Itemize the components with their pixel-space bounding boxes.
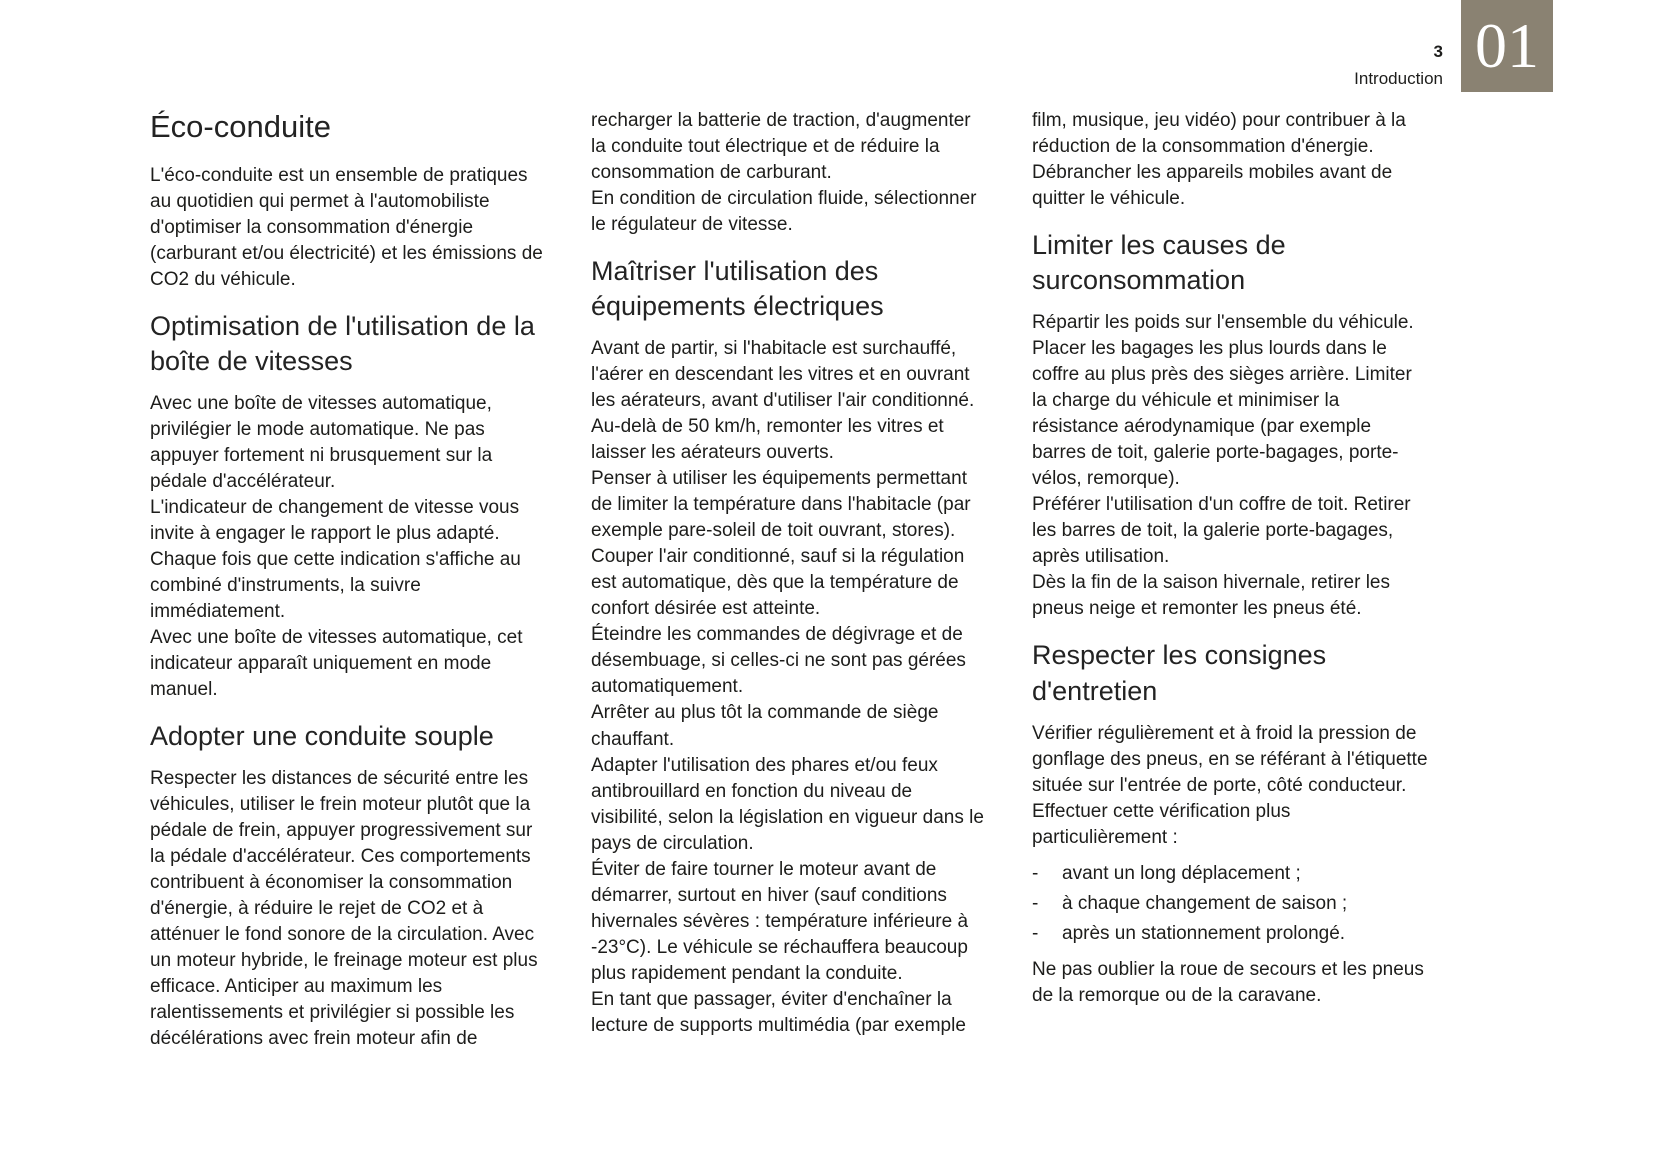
paragraph: L'indicateur de changement de vitesse vous invite à engager le rapport le plus adapté. Chaque fois que cette indication s'affiche au combiné d'instruments, la suivre immédiatement.: [150, 497, 521, 623]
paragraph: Vérifier régulièrement et à froid la pression de gonflage des pneus, en se référant à l'étiquette située sur l'entrée de porte, côté conducteur.: [1032, 722, 1428, 796]
text-column: [591, 108, 987, 1052]
paragraph: Avant de partir, si l'habitacle est surchauffé, l'aérer en descendant les vitres et en ouvrant les aérateurs, avant d'utiliser l'air conditionné. Au-delà de 50 km/h, remonter les vitres et laisser les aérateurs ouverts.: [591, 338, 975, 464]
section-heading: Maîtriser l'utilisation des équipements électriques: [591, 256, 884, 322]
section-heading: Respecter les consignes d'entretien: [1032, 640, 1327, 706]
list-item: [1032, 891, 1428, 917]
paragraph: En tant que passager, éviter d'enchaîner la lecture de supports multimédia (par exemple: [591, 988, 966, 1036]
list-item-text: à chaque changement de saison ;: [1062, 892, 1348, 914]
list-item-text: avant un long déplacement ;: [1062, 862, 1301, 884]
paragraph: Adapter l'utilisation des phares et/ou feux antibrouillard en fonction du niveau de visibilité, selon la législation en vigueur dans le pays de circulation.: [591, 754, 984, 854]
chapter-number: 01: [1475, 10, 1539, 81]
text-column: [150, 108, 546, 1052]
chapter-number-tab: [1461, 0, 1553, 92]
paragraph: Préférer l'utilisation d'un coffre de toit. Retirer les barres de toit, la galerie porte-bagages, après utilisation.: [1032, 494, 1411, 568]
paragraph: film, musique, jeu vidéo) pour contribuer à la réduction de la consommation d'énergie. Débrancher les appareils mobiles avant de quitter le véhicule.: [1032, 110, 1406, 210]
section-heading: Éco-conduite: [150, 109, 331, 144]
paragraph: Éviter de faire tourner le moteur avant de démarrer, surtout en hiver (sauf conditions hivernales sévères : température inférieure à -23°C). Le véhicule se réchauffera beaucoup plus rapidement pendant la conduite.: [591, 858, 969, 984]
paragraph: Arrêter au plus tôt la commande de siège chauffant.: [591, 702, 939, 750]
dash-list: [1032, 861, 1428, 947]
list-item: [1032, 861, 1428, 887]
page-number: 3: [1433, 42, 1443, 61]
chapter-label: Introduction: [1354, 69, 1443, 88]
paragraph: Ne pas oublier la roue de secours et les pneus de la remorque ou de la caravane.: [1032, 958, 1424, 1006]
paragraph: Avec une boîte de vitesses automatique, privilégier le mode automatique. Ne pas appuyer fortement ni brusquement sur la pédale d'accélérateur.: [150, 393, 493, 493]
text-column: [1032, 108, 1428, 1052]
section-heading: Adopter une conduite souple: [150, 721, 494, 752]
dash-bullet: -: [1032, 862, 1039, 884]
paragraph: Répartir les poids sur l'ensemble du véhicule. Placer les bagages les plus lourds dans le coffre au plus près des sièges arrière. Limiter la charge du véhicule et minimiser la résistance aérodynamique (par exemple barres de toit, galerie porte-bagages, porte-vélos, remorque).: [1032, 312, 1414, 490]
paragraph: Éteindre les commandes de dégivrage et de désembuage, si celles-ci ne sont pas gérées automatiquement.: [591, 624, 966, 698]
paragraph: En condition de circulation fluide, sélectionner le régulateur de vitesse.: [591, 188, 977, 236]
section-heading: Optimisation de l'utilisation de la boîte de vitesses: [150, 310, 535, 376]
paragraph: Respecter les distances de sécurité entre les véhicules, utiliser le frein moteur plutôt que la pédale de frein, appuyer progressivement sur la pédale d'accélérateur. Ces comportements contribuent à économiser la consommation d'énergie, à réduire le rejet de CO2 et à atténuer le fond sonore de la circulation. Avec un moteur hybride, le freinage moteur est plus efficace. Anticiper au maximum les ralentissements et privilégier si possible les décélérations avec frein moteur afin de: [150, 768, 538, 1050]
list-item-text: après un stationnement prolongé.: [1062, 922, 1346, 944]
paragraph: L'éco-conduite est un ensemble de pratiques au quotidien qui permet à l'automobiliste d'optimiser la consommation d'énergie (carburant et/ou électricité) et les émissions de CO2 du véhicule.: [150, 164, 543, 290]
paragraph: Dès la fin de la saison hivernale, retirer les pneus neige et remonter les pneus été.: [1032, 572, 1391, 620]
paragraph: Penser à utiliser les équipements permettant de limiter la température dans l'habitacle (par exemple pare-soleil de toit ouvrant, stores). Couper l'air conditionné, sauf si la régulation est automatique, dès que la température de confort désirée est atteinte.: [591, 468, 971, 620]
dash-bullet: -: [1032, 922, 1039, 944]
section-heading: Limiter les causes de surconsommation: [1032, 230, 1286, 296]
paragraph: recharger la batterie de traction, d'augmenter la conduite tout électrique et de réduire la consommation de carburant.: [591, 110, 971, 184]
page-header: [1354, 42, 1443, 89]
list-item: [1032, 921, 1428, 947]
paragraph: Effectuer cette vérification plus particulièrement :: [1032, 800, 1291, 848]
content-columns: [150, 108, 1503, 1052]
paragraph: Avec une boîte de vitesses automatique, cet indicateur apparaît uniquement en mode manuel.: [150, 627, 523, 701]
dash-bullet: -: [1032, 892, 1039, 914]
